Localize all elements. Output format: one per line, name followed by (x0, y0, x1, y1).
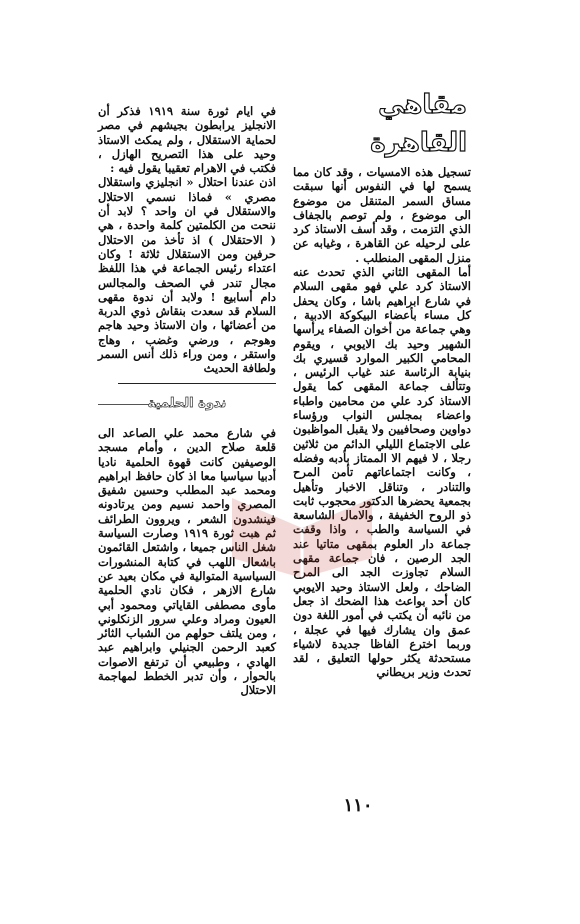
left-bottom-paragraph-1: في شارع محمد علي الصاعد الى قلعة صلاح الدين ، وأمام مسجد الوصيفين كانت قهوة الحلمية ناديا أدبيا سياسيا معا اذ كان حافظ ابراهيم ومحمد عبد المطلب وحسين شفيق المصري واحمد نسيم ومن يرتادونه فينشدون الشعر ، ويروون الطرائف ثم هبت ثورة ١٩١٩ وصارت السياسة شغل الناس جميعا ، واشتعل القائمون باشعال اللهب في كتابة المنشورات السياسية المتوالية في مكان بعيد عن شارع الازهر ، فكان نادي الحلمية مأوى مصطفى القاياتي ومحمود أبي العيون ومراد وعلي سرور الزنكلوني ، ومن يلتف حولهم من الشباب الثائر كعبد الرحمن الجنيلي وابراهيم عبد الهادي ، وطبيعي أن ترتفع الاصوات بالحوار ، وأن تدبر الخطط لمهاجمة الاحتلال (98, 426, 276, 698)
title-line-2: القاهرة (370, 128, 467, 158)
right-column (293, 165, 471, 680)
right-paragraph-1: تسجيل هذه الامسيات ، وقد كان مما يسمح لها في النفوس أنها سبقت مساق السمر المتنقل من موضوع الى موضوع ، ولم توصم بالجفاف الذي التزمت ، وقد أسف الاستاذ كرد على لرحيله عن القاهرة ، وغيابه عن منزل المقهى المنطلب . (293, 165, 471, 265)
right-paragraph-2: أما المقهى الثاني الذي تحدث عنه الاستاذ كرد علي فهو مقهى السلام في شارع ابراهيم باشا ، وكان يحفل كل مساء بأعضاء البيكوكة الادبية ، وهي جماعة من أخوان الصفاء يرأسها الشهير وحيد بك الايوبي ، ويقوم المحامي الكبير الموارد قسيري بك بنيابة الرئاسة عند غياب الرئيس ، وتتألف جماعة المقهى كما يقول الاستاذ كرد علي من محامين واطباء واعضاء بمجلس النواب ورؤساء دواوين وصحافيين ولا يقبل المواظبون على الاجتماع الليلي الدائم من ثلاثين رجلا ، لا فيهم الا الممتاز بأدبه وفضله ، وكانت اجتماعاتهم تأمن المرح والتنادر ، وتناقل الاخبار وتأهيل بجمعية يحضرها الدكتور محجوب ثابت ذو الروح الخفيفة ، والامال الشاسعة في السياسة والطب ، واذا وقفت جماعة دار العلوم بمقهى متاتيا عند الجد الرصين ، فان جماعة مقهى السلام تجاوزت الجد الى المرح الضاحك ، ولعل الاستاذ وحيد الايوبي كان أحد بواعث هذا الضحك اذ جعل من نائبه أن يكتب في أمور اللغة دون عمق وان يشارك فيها في عجلة ، وربما اخترع الفاظا جديدة لاشياء مستحدثة يكثر حولها التعليق ، لقد تحدث وزير بريطاني (293, 265, 471, 680)
section-divider (118, 383, 276, 384)
title-line-1: مقاهي (378, 90, 467, 120)
left-column-top (98, 104, 276, 376)
left-top-paragraph-2: اذن عندنا احتلال « انجليزي واستقلال مصري » فماذا نسمي الاحتلال والاستقلال في ان واحد ؟ لابد أن ننحت من الكلمتين كلمة واحدة ، هي ( الاحتقلال ) اذ تأخذ من الاحتلال حرفين ومن الاستقلال ثلاثة ! وكان اعتداء رئيس الجماعة في هذا اللفظ مجال تندر في الصحف والمجالس دام أسابيع ! ولابد أن ندوة مقهى السلام قد سعدت بنقاش ذوي الدربة من أعضائها ، وان الاستاذ وحيد هاجم وهوجم ، ورضي وغضب ، وهاج واستقر ، ومن وراء ذلك أنس السمر ولطافة الحديث (98, 175, 276, 376)
article-title (352, 86, 467, 162)
left-column-bottom (98, 426, 276, 698)
left-top-paragraph-1: في ايام ثورة سنة ١٩١٩ فذكر أن الانجليز يرابطون بجيشهم في مصر لحماية الاستقلال ، ولم يمكث الاستاذ وحيد على هذا التصريح الهازل ، فكتب في الاهرام تعقيبا يقول فيه : (98, 104, 276, 176)
section-subhead: ندوة الحلمية (147, 396, 227, 411)
page-number: ١١٠ (343, 795, 373, 816)
